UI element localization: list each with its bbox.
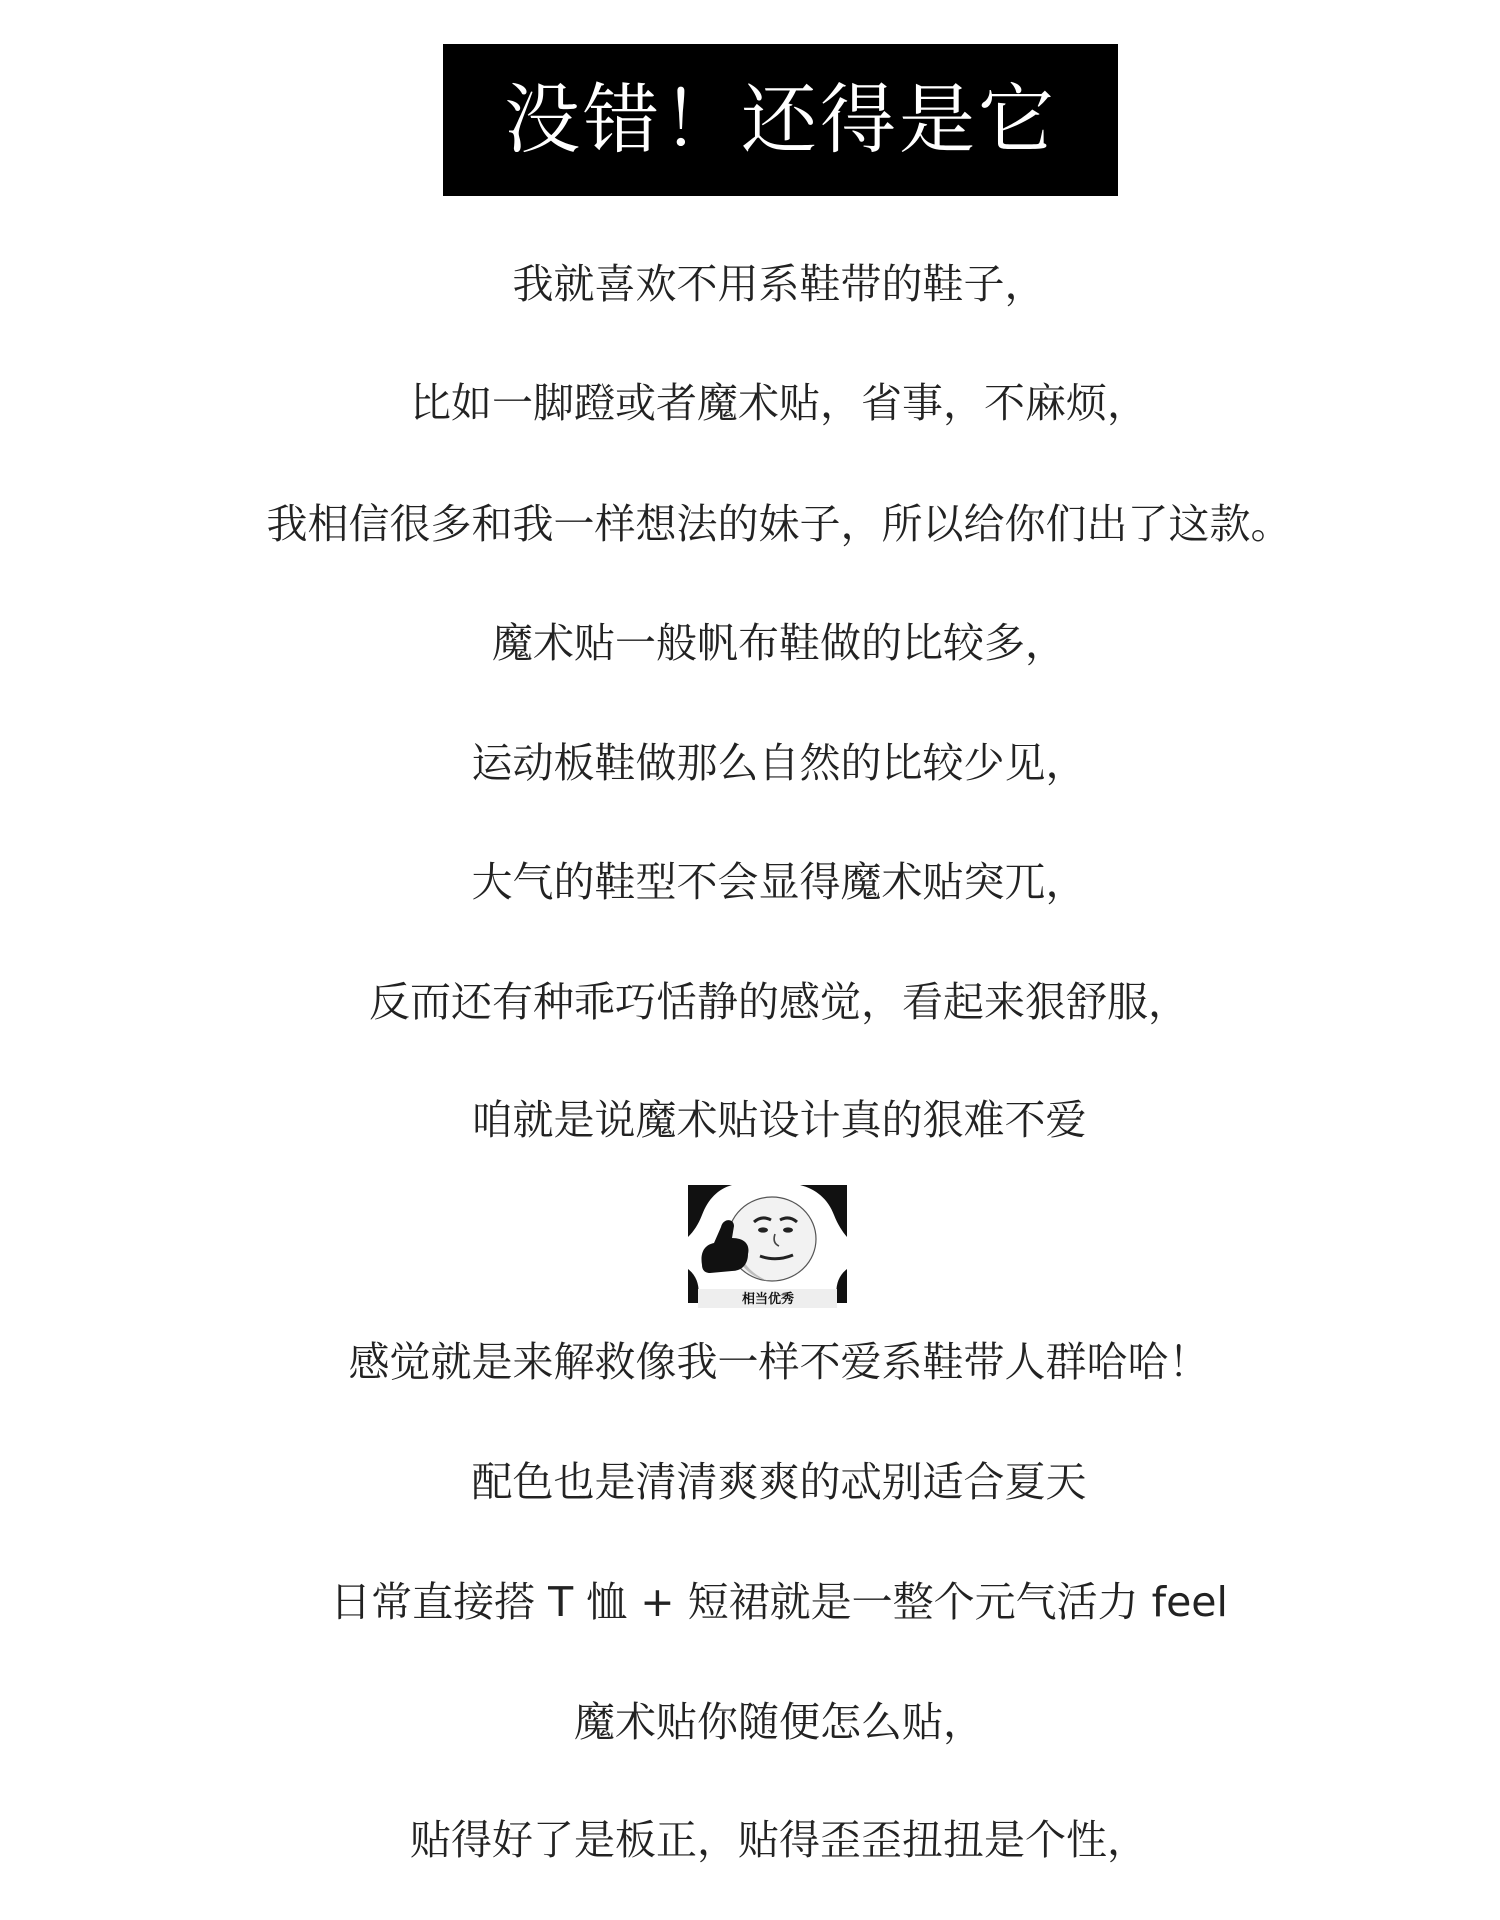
- body-line: 反而还有种乖巧恬静的感觉，看起来狠舒服，: [369, 978, 1189, 1026]
- body-line: 咱就是说魔术贴设计真的狠难不爱: [471, 1096, 1087, 1144]
- body-line: 魔术贴你随便怎么贴，: [574, 1698, 984, 1746]
- body-line: 比如一脚蹬或者魔术贴，省事，不麻烦，: [410, 379, 1148, 427]
- body-line: 我就喜欢不用系鞋带的鞋子，: [512, 260, 1046, 308]
- body-line: 魔术贴一般帆布鞋做的比较多，: [492, 619, 1066, 667]
- body-line: 运动板鞋做那么自然的比较少见，: [471, 739, 1087, 787]
- eye-right: [783, 1227, 793, 1232]
- page-title: 没错！还得是它: [504, 75, 1057, 164]
- description-text-column: [58, 0, 1500, 1920]
- body-line: 贴得好了是板正，贴得歪歪扭扭是个性，: [410, 1816, 1148, 1864]
- body-line: 日常直接搭 T 恤 + 短裙就是一整个元气活力 feel: [330, 1578, 1228, 1626]
- body-line: 大气的鞋型不会显得魔术贴突兀，: [471, 858, 1087, 906]
- body-line: 配色也是清清爽爽的忒别适合夏天: [471, 1458, 1087, 1506]
- meme-caption: 相当优秀: [741, 1292, 795, 1307]
- body-line: 感觉就是来解救像我一样不爱系鞋带人群哈哈！: [348, 1338, 1210, 1386]
- panda-thumbs-up-meme-icon: [688, 1185, 847, 1308]
- body-line: 我相信很多和我一样想法的妹子，所以给你们出了这款。: [266, 500, 1292, 548]
- meme-image: [688, 1185, 847, 1308]
- eye-left: [758, 1227, 768, 1232]
